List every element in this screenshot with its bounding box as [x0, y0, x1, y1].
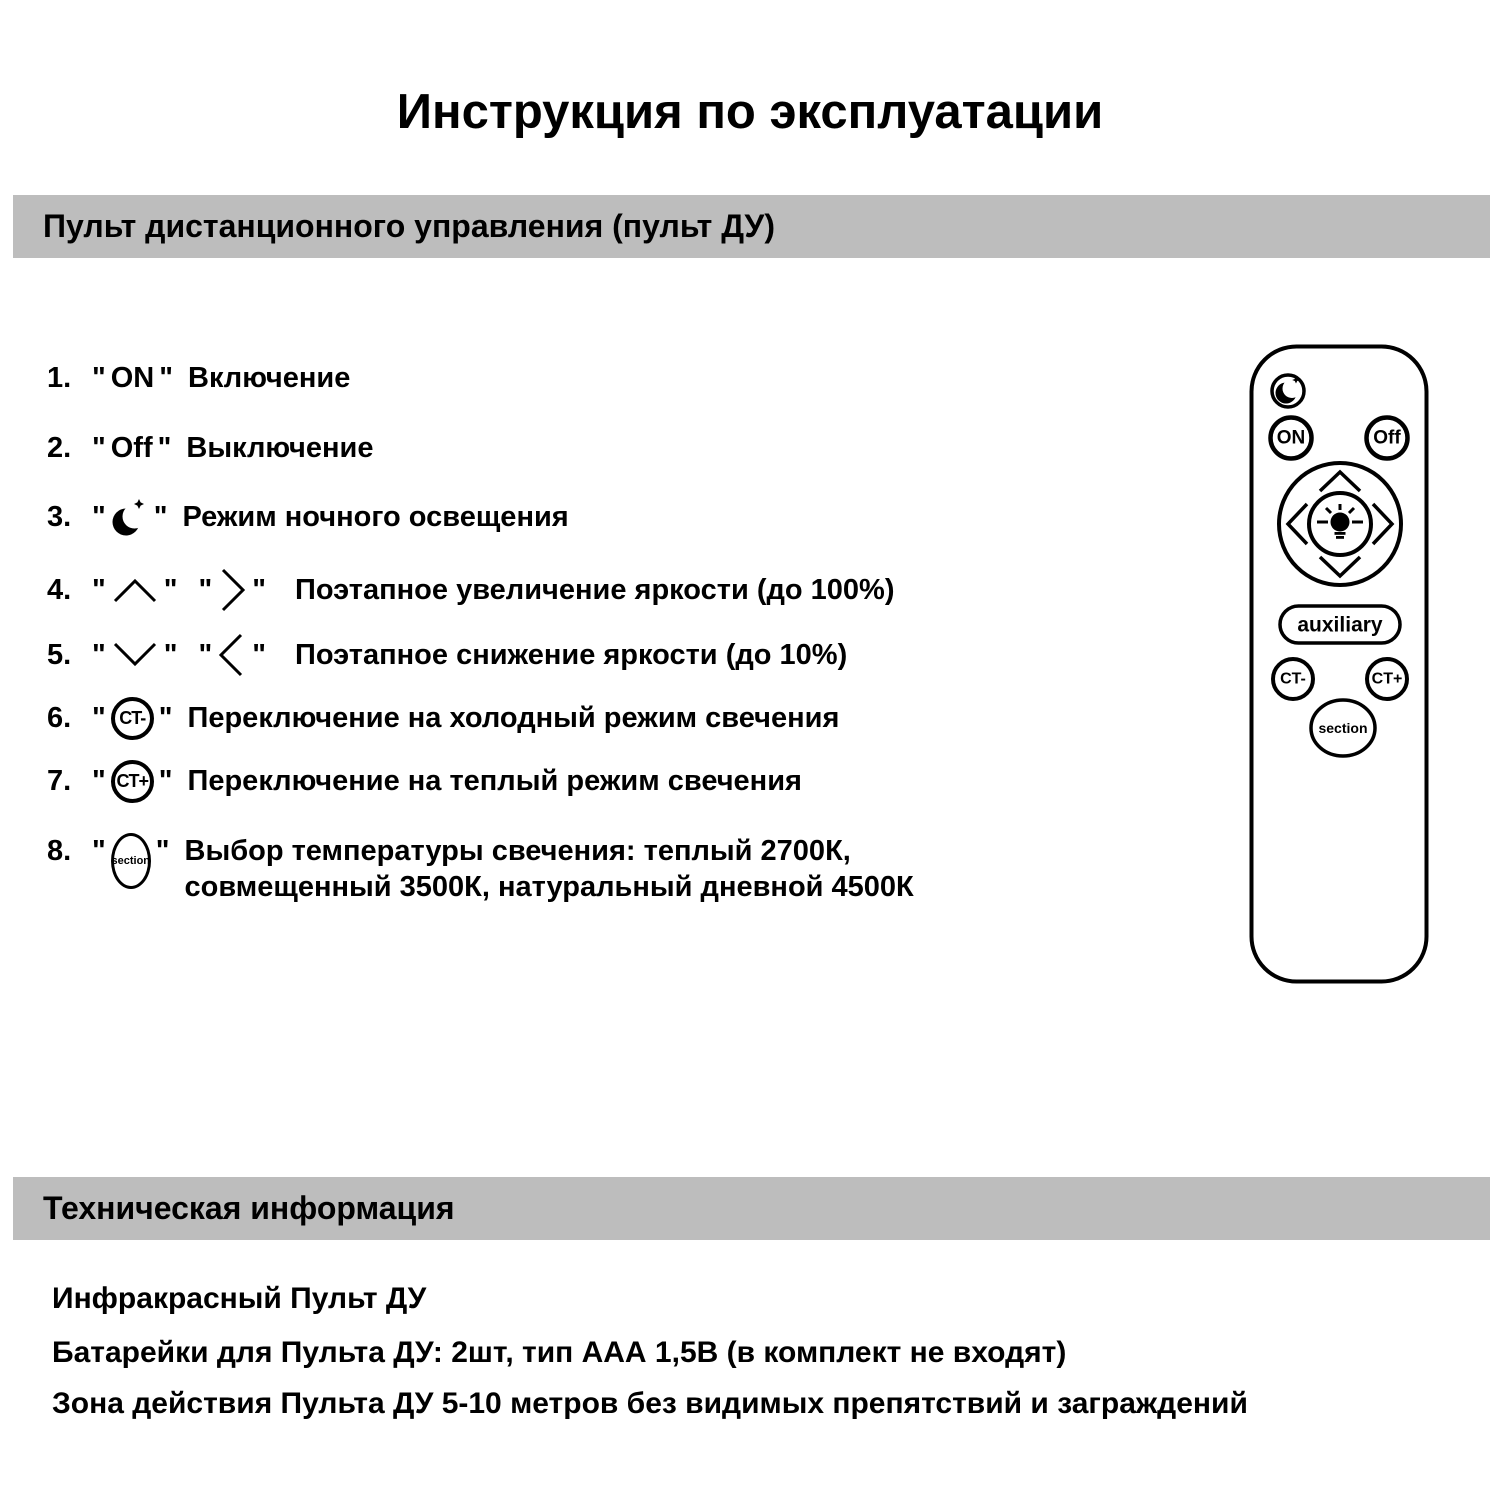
quote-mark: " — [92, 638, 106, 671]
item-description-line-2: совмещенный 3500К, натуральный дневной 4500К — [184, 871, 914, 903]
ct-minus-button-label: CT- — [111, 697, 154, 740]
list-item — [47, 630, 847, 680]
item-description: Поэтапное увеличение яркости (до 100%) — [295, 573, 895, 606]
item-number: 4. — [47, 573, 72, 606]
list-item — [47, 697, 839, 740]
section-button-label: section — [111, 833, 151, 889]
tech-info-line: Батарейки для Пульта ДУ: 2шт, тип ААА 1,5В (в комплект не входят) — [52, 1336, 1067, 1369]
quote-mark: " — [92, 362, 106, 394]
item-description: Поэтапное снижение яркости (до 10%) — [295, 638, 848, 671]
section-header-tech — [13, 1177, 1490, 1240]
off-button-label: Off — [1373, 427, 1401, 449]
item-number: 6. — [47, 702, 72, 734]
list-item — [47, 760, 802, 803]
quote-mark: " — [92, 702, 106, 734]
item-number: 2. — [47, 432, 72, 464]
list-item — [47, 565, 895, 615]
quote-mark: " — [92, 835, 106, 867]
quote-mark: " — [158, 765, 173, 797]
item-description — [185, 833, 914, 905]
quote-mark: " — [155, 835, 170, 867]
section-header-remote — [13, 195, 1490, 258]
quote-mark: " — [198, 638, 213, 671]
item-description: Переключение на холодный режим свечения — [187, 702, 840, 734]
item-number: 1. — [47, 362, 72, 394]
section-header-tech-label: Техническая информация — [43, 1190, 455, 1226]
auxiliary-button-label: auxiliary — [1297, 613, 1383, 637]
chevron-up-icon — [111, 575, 159, 605]
off-button-label: Off — [110, 432, 153, 464]
quote-mark: " — [92, 573, 106, 606]
quote-mark: " — [92, 500, 106, 533]
section-button-label: section — [1318, 720, 1368, 736]
list-item — [47, 432, 373, 465]
ct-plus-button-label: CT+ — [1371, 670, 1403, 688]
quote-mark: " — [198, 573, 213, 606]
list-item — [47, 495, 569, 539]
on-button-label: ON — [110, 362, 155, 394]
chevron-left-icon — [217, 630, 247, 680]
item-number: 3. — [47, 500, 72, 533]
quote-mark: " — [159, 362, 173, 394]
list-item — [47, 833, 914, 905]
item-number: 8. — [47, 835, 72, 867]
list-item — [47, 362, 350, 395]
item-number: 7. — [47, 765, 72, 797]
item-description-line-1: Выбор температуры свечения: теплый 2700К, — [184, 835, 851, 867]
quote-mark: " — [163, 573, 178, 606]
item-number: 5. — [47, 638, 72, 671]
ct-plus-button-label: CT+ — [111, 760, 154, 803]
item-description: Переключение на теплый режим свечения — [187, 765, 802, 797]
quote-mark: " — [153, 500, 168, 533]
tech-info-line: Инфракрасный Пульт ДУ — [52, 1282, 427, 1315]
quote-mark: " — [252, 638, 266, 671]
chevron-down-icon — [111, 640, 159, 670]
item-description: Режим ночного освещения — [182, 500, 569, 533]
remote-control-illustration — [1249, 344, 1429, 984]
page-title: Инструкция по эксплуатации — [396, 85, 1104, 139]
tech-info-line: Зона действия Пульта ДУ 5-10 метров без видимых препятствий и заграждений — [52, 1387, 1248, 1420]
section-header-remote-label: Пульт дистанционного управления (пульт ДУ) — [43, 208, 775, 244]
quote-mark: " — [92, 765, 106, 797]
item-description: Выключение — [186, 432, 374, 464]
item-description: Включение — [188, 362, 351, 394]
chevron-right-icon — [217, 565, 247, 615]
quote-mark: " — [92, 432, 106, 464]
crescent-moon-icon — [111, 495, 149, 539]
quote-mark: " — [163, 638, 178, 671]
quote-mark: " — [252, 573, 266, 606]
on-button-label: ON — [1276, 427, 1306, 449]
quote-mark: " — [158, 702, 173, 734]
quote-mark: " — [157, 432, 172, 464]
ct-minus-button-label: CT- — [1280, 670, 1306, 688]
